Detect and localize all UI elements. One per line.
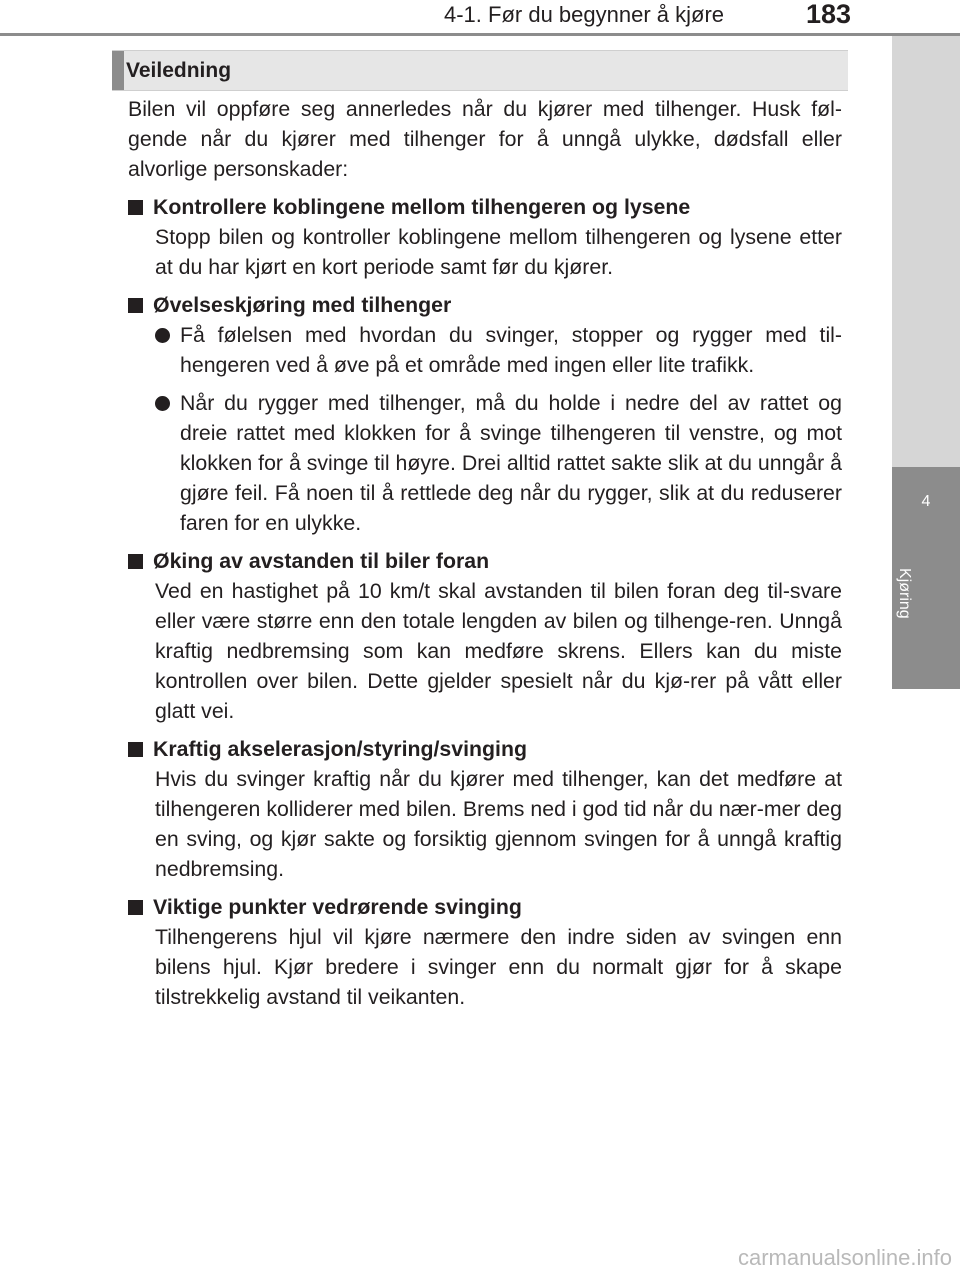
section-heading-text: Kraftig akselerasjon/styring/svinging xyxy=(153,737,527,761)
chapter-number: 4 xyxy=(921,493,931,510)
watermark: carmanualsonline.info xyxy=(737,1245,952,1270)
list-item-text: Få følelsen med hvordan du svinger, stopper og rygger med til-hengeren ved å øve på et område med ingen eller lite trafikk. xyxy=(180,323,842,377)
list-item xyxy=(155,388,842,538)
section-acceleration xyxy=(128,734,842,884)
section-distance xyxy=(128,546,842,726)
section-practice xyxy=(128,290,842,538)
square-bullet-icon xyxy=(128,200,143,215)
list-item xyxy=(155,320,842,380)
bullet-list xyxy=(155,320,842,538)
section-turning xyxy=(128,892,842,1012)
section-heading-text: Kontrollere koblingene mellom tilhengeren og lysene xyxy=(153,195,691,219)
section-heading-text: Øking av avstanden til biler foran xyxy=(153,549,490,573)
section-body: Tilhengerens hjul vil kjøre nærmere den indre siden av svingen enn bilens hjul. Kjør bredere i svinger enn du normalt gjør for å skape tilstrekkelig avstand til veikanten. xyxy=(155,925,842,1009)
section-heading xyxy=(128,192,842,222)
section-body: Stopp bilen og kontroller koblingene mellom tilhengeren og lysene etter at du har kjørt en kort periode samt før du kjører. xyxy=(155,225,842,279)
main-content xyxy=(128,94,842,1020)
section-body: Hvis du svinger kraftig når du kjører med tilhenger, kan det medføre at tilhengeren kolliderer med bilen. Brems ned i god tid når du nær-mer deg en sving, og kjør sakte og forsiktig gjennom svingen for å unngå kraftig nedbremsing. xyxy=(155,767,842,881)
chapter-label: Kjøring xyxy=(896,568,913,619)
list-item-text: Når du rygger med tilhenger, må du holde i nedre del av rattet og dreie rattet med klokken for å svinge tilhengeren til venstre, og mot klokken for å svinge til høyre. Drei alltid rattet sakte slik at du unngår å gjøre feil. Få noen til å rettlede deg når du rygger, slik at du reduserer faren for en ulykke. xyxy=(180,391,842,535)
title-accent-bar xyxy=(112,51,124,90)
side-margin xyxy=(892,689,960,1281)
section-heading xyxy=(128,892,842,922)
section-heading xyxy=(128,734,842,764)
circle-bullet-icon xyxy=(155,328,170,343)
page-number: 183 xyxy=(806,0,852,29)
square-bullet-icon xyxy=(128,900,143,915)
square-bullet-icon xyxy=(128,554,143,569)
square-bullet-icon xyxy=(128,742,143,757)
guidance-box-title xyxy=(112,50,848,91)
section-heading xyxy=(128,290,842,320)
header-rule xyxy=(0,33,960,36)
header-section-title: 4-1. Før du begynner å kjøre xyxy=(444,2,725,27)
section-body: Ved en hastighet på 10 km/t skal avstanden til bilen foran deg til-svare eller være større enn den totale lengden av bilen og tilhenge-ren. Unngå kraftig nedbremsing som kan medføre skrens. Ellers kan du miste kontrollen over bilen. Dette gjelder spesielt når du kjø-rer på vått eller glatt vei. xyxy=(155,579,842,723)
intro-paragraph: Bilen vil oppføre seg annerledes når du kjører med tilhenger. Husk føl-gende når du kjører med tilhenger for å unngå ulykke, dødsfall eller alvorlige personskader: xyxy=(128,97,842,181)
side-tab-background xyxy=(892,36,960,468)
section-heading-text: Viktige punkter vedrørende svinging xyxy=(153,895,522,919)
guidance-title: Veiledning xyxy=(126,59,232,82)
section-couplings xyxy=(128,192,842,282)
section-heading xyxy=(128,546,842,576)
section-heading-text: Øvelseskjøring med tilhenger xyxy=(153,293,452,317)
circle-bullet-icon xyxy=(155,396,170,411)
square-bullet-icon xyxy=(128,298,143,313)
